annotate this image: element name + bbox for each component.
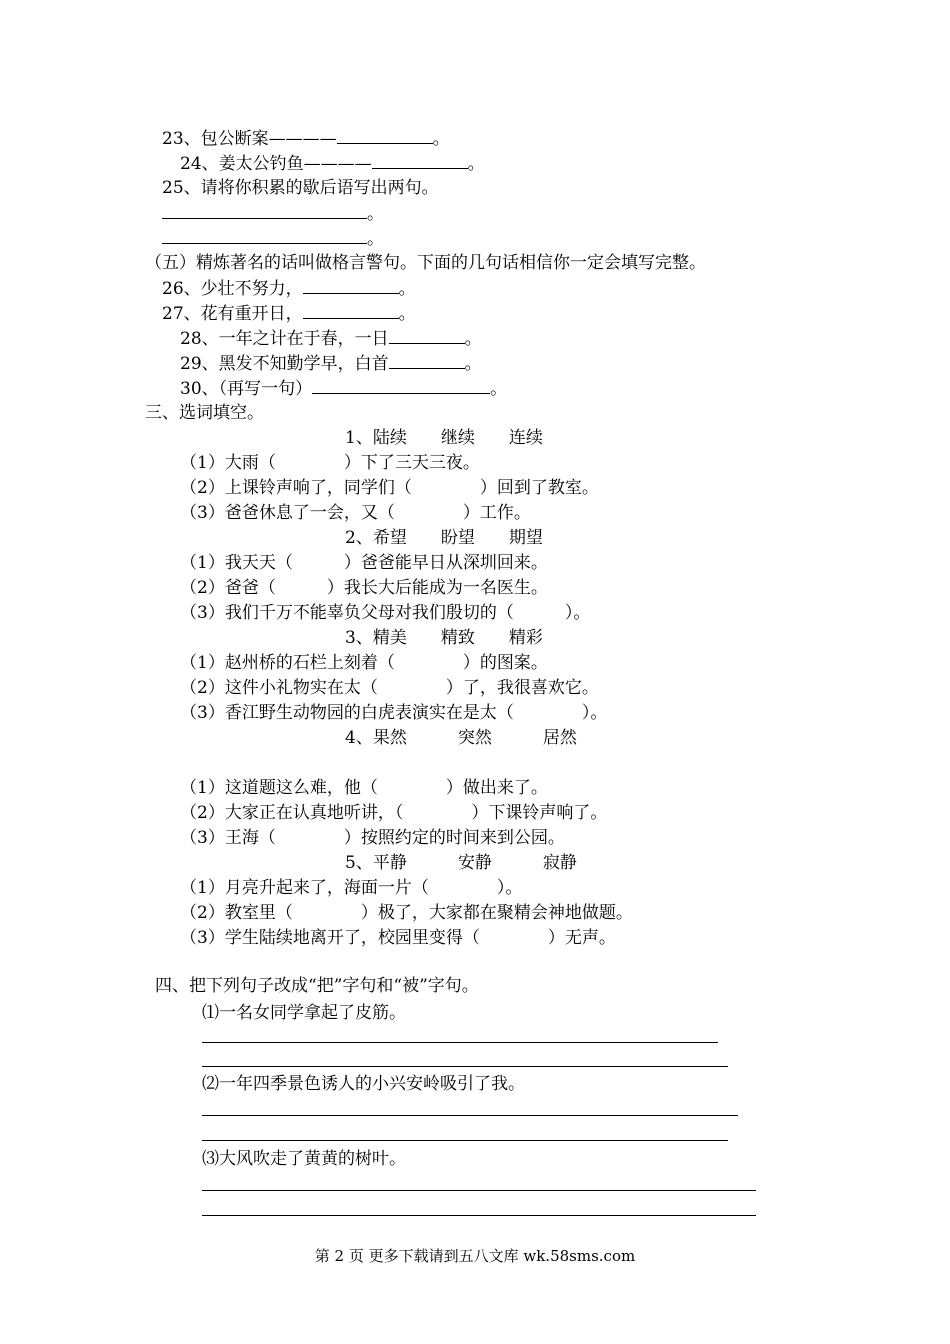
answer-blank[interactable] xyxy=(337,127,433,144)
fill-item: （3）香江野生动物园的白虎表演实在是太（ ）。 xyxy=(180,703,608,723)
fill-item: （3）我们千万不能辜负父母对我们殷切的（ ）。 xyxy=(180,603,591,623)
fill-item: （1）大雨（ ）下了三天三夜。 xyxy=(180,453,480,473)
answer-line[interactable] xyxy=(202,1140,728,1141)
answer-blank[interactable] xyxy=(303,277,399,294)
fill-item: （1）月亮升起来了，海面一片（ ）。 xyxy=(180,878,523,898)
answer-blank[interactable] xyxy=(303,302,399,319)
item-26: 26、少壮不努力， 。 xyxy=(162,279,416,299)
answer-blank[interactable] xyxy=(162,227,367,244)
fill-item: （1）我天天（ ）爸爸能早日从深圳回来。 xyxy=(180,553,548,573)
answer-blank[interactable] xyxy=(389,352,465,369)
answer-blank[interactable] xyxy=(372,152,468,169)
word-group-1: 1、陆续 继续 连续 xyxy=(345,428,543,448)
answer-line: 。 xyxy=(162,227,384,250)
answer-line: 。 xyxy=(162,202,384,225)
rewrite-question-2: ⑵一年四季景色诱人的小兴安岭吸引了我。 xyxy=(202,1074,525,1094)
word-group-4: 4、果然 突然 居然 xyxy=(345,728,577,748)
answer-line[interactable] xyxy=(202,1215,756,1216)
word-group-3: 3、精美 精致 精彩 xyxy=(345,628,543,648)
item-30: 30、（再写一句） 。 xyxy=(180,379,508,399)
item-23: 23、包公断案———— 。 xyxy=(162,129,450,149)
answer-line[interactable] xyxy=(202,1066,728,1067)
fill-item: （1）赵州桥的石栏上刻着（ ）的图案。 xyxy=(180,653,548,673)
rewrite-question-3: ⑶大风吹走了黄黄的树叶。 xyxy=(202,1149,406,1169)
item-24: 24、姜太公钓鱼———— 。 xyxy=(180,154,485,174)
fill-item: （3）学生陆续地离开了，校园里变得（ ）无声。 xyxy=(180,928,616,948)
item-27: 27、花有重开日， 。 xyxy=(162,304,416,324)
fill-item: （3）王海（ ）按照约定的时间来到公园。 xyxy=(180,828,565,848)
section-5-heading: （五）精炼著名的话叫做格言警句。下面的几句话相信你一定会填写完整。 xyxy=(145,253,706,273)
word-group-5: 5、平静 安静 寂静 xyxy=(345,853,577,873)
answer-line[interactable] xyxy=(202,1042,718,1043)
answer-blank[interactable] xyxy=(162,202,367,219)
fill-item: （3）爸爸休息了一会，又（ ）工作。 xyxy=(180,503,531,523)
fill-item: （1）这道题这么难，他（ ）做出来了。 xyxy=(180,778,548,798)
section-4-heading: 四、把下列句子改成“把”字句和“被”字句。 xyxy=(155,976,479,996)
item-28: 28、一年之计在于春，一日 。 xyxy=(180,329,482,349)
answer-blank[interactable] xyxy=(312,377,490,394)
word-group-2: 2、希望 盼望 期望 xyxy=(345,528,543,548)
answer-blank[interactable] xyxy=(389,327,465,344)
page-footer: 第 2 页 更多下载请到五八文库 wk.58sms.com xyxy=(314,1247,636,1265)
fill-item: （2）教室里（ ）极了，大家都在聚精会神地做题。 xyxy=(180,903,633,923)
fill-item: （2）这件小礼物实在太（ ）了，我很喜欢它。 xyxy=(180,678,599,698)
fill-item: （2）大家正在认真地听讲，（ ）下课铃声响了。 xyxy=(180,803,608,823)
item-29: 29、黑发不知勤学早，白首 。 xyxy=(180,354,482,374)
rewrite-question-1: ⑴一名女同学拿起了皮筋。 xyxy=(202,1003,406,1023)
fill-item: （2）爸爸（ ）我长大后能成为一名医生。 xyxy=(180,578,548,598)
answer-line[interactable] xyxy=(202,1190,756,1191)
answer-line[interactable] xyxy=(202,1115,738,1116)
item-25: 25、请将你积累的歇后语写出两句。 xyxy=(162,178,439,198)
fill-item: （2）上课铃声响了，同学们（ ）回到了教室。 xyxy=(180,478,599,498)
section-3-heading: 三、选词填空。 xyxy=(145,403,264,423)
